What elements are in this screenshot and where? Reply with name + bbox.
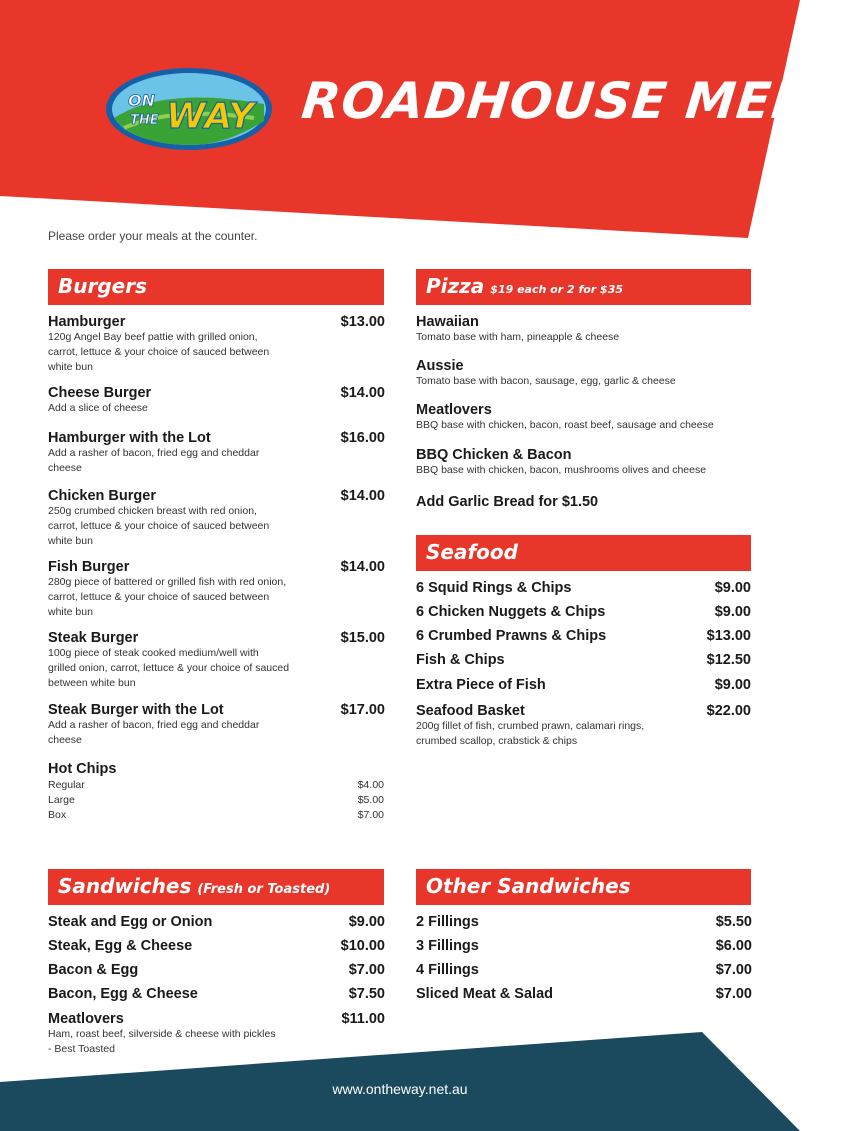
addon-text: Add Garlic Bread for $1.50 [416,494,599,510]
logo-text-on: ON [128,91,155,110]
item-desc: 250g crumbed chicken breast with red onion, [48,505,257,517]
item-desc: carrot, lettuce & your choice of sauced between [48,346,270,358]
item-name: Sliced Meat & Salad [416,986,553,1002]
item-desc: 280g piece of battered or grilled fish with red onion, [48,576,287,588]
item-price: $10.00 [340,938,385,954]
sandwiches-subtitle: (Fresh or Toasted) [197,882,331,897]
item-name: Aussie [416,358,464,374]
page-title: ROADHOUSE MENU [298,72,859,130]
item-price: $22.00 [706,703,751,719]
item-name: Hamburger [48,314,126,330]
item-desc: grilled onion, carrot, lettuce & your choice of sauced [48,662,290,674]
menu-item [416,914,479,930]
logo-text-the: THE [130,113,159,128]
chip-price: $7.00 [357,809,384,821]
item-price: $12.50 [706,652,751,668]
item-desc: Tomato base with bacon, sausage, egg, garlic & cheese [416,375,676,387]
item-desc: white bun [48,606,93,618]
item-name: 2 Fillings [416,914,479,930]
menu-item [48,938,192,954]
item-price: $6.00 [715,938,752,954]
item-name: Steak Burger with the Lot [48,702,224,718]
item-desc: - Best Toasted [48,1043,115,1055]
menu-item [416,986,553,1002]
item-name: BBQ Chicken & Bacon [416,447,572,463]
menu-item [416,580,571,596]
item-price: $7.00 [715,986,752,1002]
item-price: $7.50 [348,986,385,1002]
item-name: Meatlovers [416,402,492,418]
item-name: Steak, Egg & Cheese [48,938,193,954]
item-name: 6 Squid Rings & Chips [416,580,572,596]
item-price: $17.00 [340,702,385,718]
item-price: $13.00 [706,628,751,644]
sandwiches-title: Sandwiches [58,874,192,898]
item-name: 4 Fillings [416,962,479,978]
item-name: Seafood Basket [416,703,525,719]
item-name: Steak Burger [48,630,139,646]
item-price: $16.00 [340,430,385,446]
menu-item [416,703,696,749]
logo-text-way: WAY [166,96,255,137]
item-price: $14.00 [340,385,385,401]
pizza-section-header [416,269,751,305]
menu-item [416,962,479,978]
item-desc: Ham, roast beef, silverside & cheese with pickles [48,1028,276,1040]
item-name: Cheese Burger [48,385,152,401]
item-name: Meatlovers [48,1011,124,1027]
menu-item [48,986,198,1002]
item-desc: Add a rasher of bacon, fried egg and cheddar [48,719,260,731]
item-desc: between white bun [48,677,136,689]
pizza-addon [416,494,751,510]
item-price: $14.00 [340,559,385,575]
menu-item [416,938,479,954]
item-name: Chicken Burger [48,488,156,504]
item-price: $9.00 [348,914,385,930]
menu-item [416,604,605,620]
pizza-title: Pizza [426,274,485,298]
item-desc: Add a slice of cheese [48,402,148,414]
item-name: Steak and Egg or Onion [48,914,213,930]
seafood-section-header [416,535,751,571]
item-desc: Add a rasher of bacon, fried egg and cheddar [48,447,260,459]
item-desc: 100g piece of steak cooked medium/well with [48,647,259,659]
item-price: $9.00 [714,580,751,596]
chip-size: Regular [48,779,85,791]
other-sandwiches-section-header [416,869,751,905]
website-url: www.ontheway.net.au [332,1081,468,1097]
item-desc: cheese [48,462,82,474]
menu-item [48,962,138,978]
item-desc: BBQ base with chicken, bacon, mushrooms olives and cheese [416,464,707,476]
item-desc: white bun [48,361,93,373]
item-desc: carrot, lettuce & your choice of sauced between [48,591,270,603]
item-desc: BBQ base with chicken, bacon, roast beef, sausage and cheese [416,419,714,431]
pizza-subtitle: $19 each or 2 for $35 [490,283,624,296]
item-desc: 200g fillet of fish, crumbed prawn, calamari rings, [416,720,645,732]
item-name: 3 Fillings [416,938,479,954]
menu-item [416,447,751,478]
item-name: Hamburger with the Lot [48,430,211,446]
item-name: 6 Crumbed Prawns & Chips [416,628,607,644]
menu-item [48,1011,328,1057]
chip-size: Box [48,809,67,821]
menu-item [416,358,751,389]
item-name: Fish & Chips [416,652,505,668]
pizza-title-line [426,274,623,298]
item-price: $7.00 [715,962,752,978]
item-price: $15.00 [340,630,385,646]
intro-text: Please order your meals at the counter. [48,229,258,243]
item-name: Bacon, Egg & Cheese [48,986,198,1002]
menu-item [416,677,546,693]
item-name: Fish Burger [48,559,130,575]
item-price: $7.00 [348,962,385,978]
menu-item [416,652,505,668]
chip-size: Large [48,794,75,806]
item-desc: crumbed scallop, crabstick & chips [416,735,578,747]
burgers-section-header [48,269,384,305]
seafood-title: Seafood [426,540,518,564]
item-price: $5.50 [715,914,752,930]
menu-item [48,559,328,620]
item-price: $11.00 [341,1011,385,1027]
item-price: $9.00 [714,677,751,693]
item-price: $14.00 [340,488,385,504]
sandwiches-section-header [48,869,384,905]
item-price: $9.00 [714,604,751,620]
item-desc: white bun [48,535,93,547]
burgers-title: Burgers [58,274,147,298]
menu-item [48,430,328,476]
chip-price: $4.00 [357,779,384,791]
sandwiches-title-line [58,874,330,898]
menu-item [48,702,328,748]
item-desc: carrot, lettuce & your choice of sauced between [48,520,270,532]
item-price: $13.00 [340,314,385,330]
item-name: Hot Chips [48,761,117,777]
chip-price: $5.00 [357,794,384,806]
other-sandwiches-title: Other Sandwiches [426,874,631,898]
on-the-way-logo [104,66,274,152]
menu-item [48,914,212,930]
menu-item [48,488,328,549]
menu-item [48,630,328,691]
menu-item [48,761,328,777]
item-desc: 120g Angel Bay beef pattie with grilled onion, [48,331,258,343]
menu-item [48,314,328,375]
menu-item [416,314,751,345]
item-name: 6 Chicken Nuggets & Chips [416,604,606,620]
item-desc: cheese [48,734,82,746]
item-name: Bacon & Egg [48,962,139,978]
menu-item [48,385,328,416]
menu-item [416,402,751,433]
item-name: Extra Piece of Fish [416,677,546,693]
menu-item [416,628,606,644]
item-desc: Tomato base with ham, pineapple & cheese [416,331,620,343]
item-name: Hawaiian [416,314,479,330]
